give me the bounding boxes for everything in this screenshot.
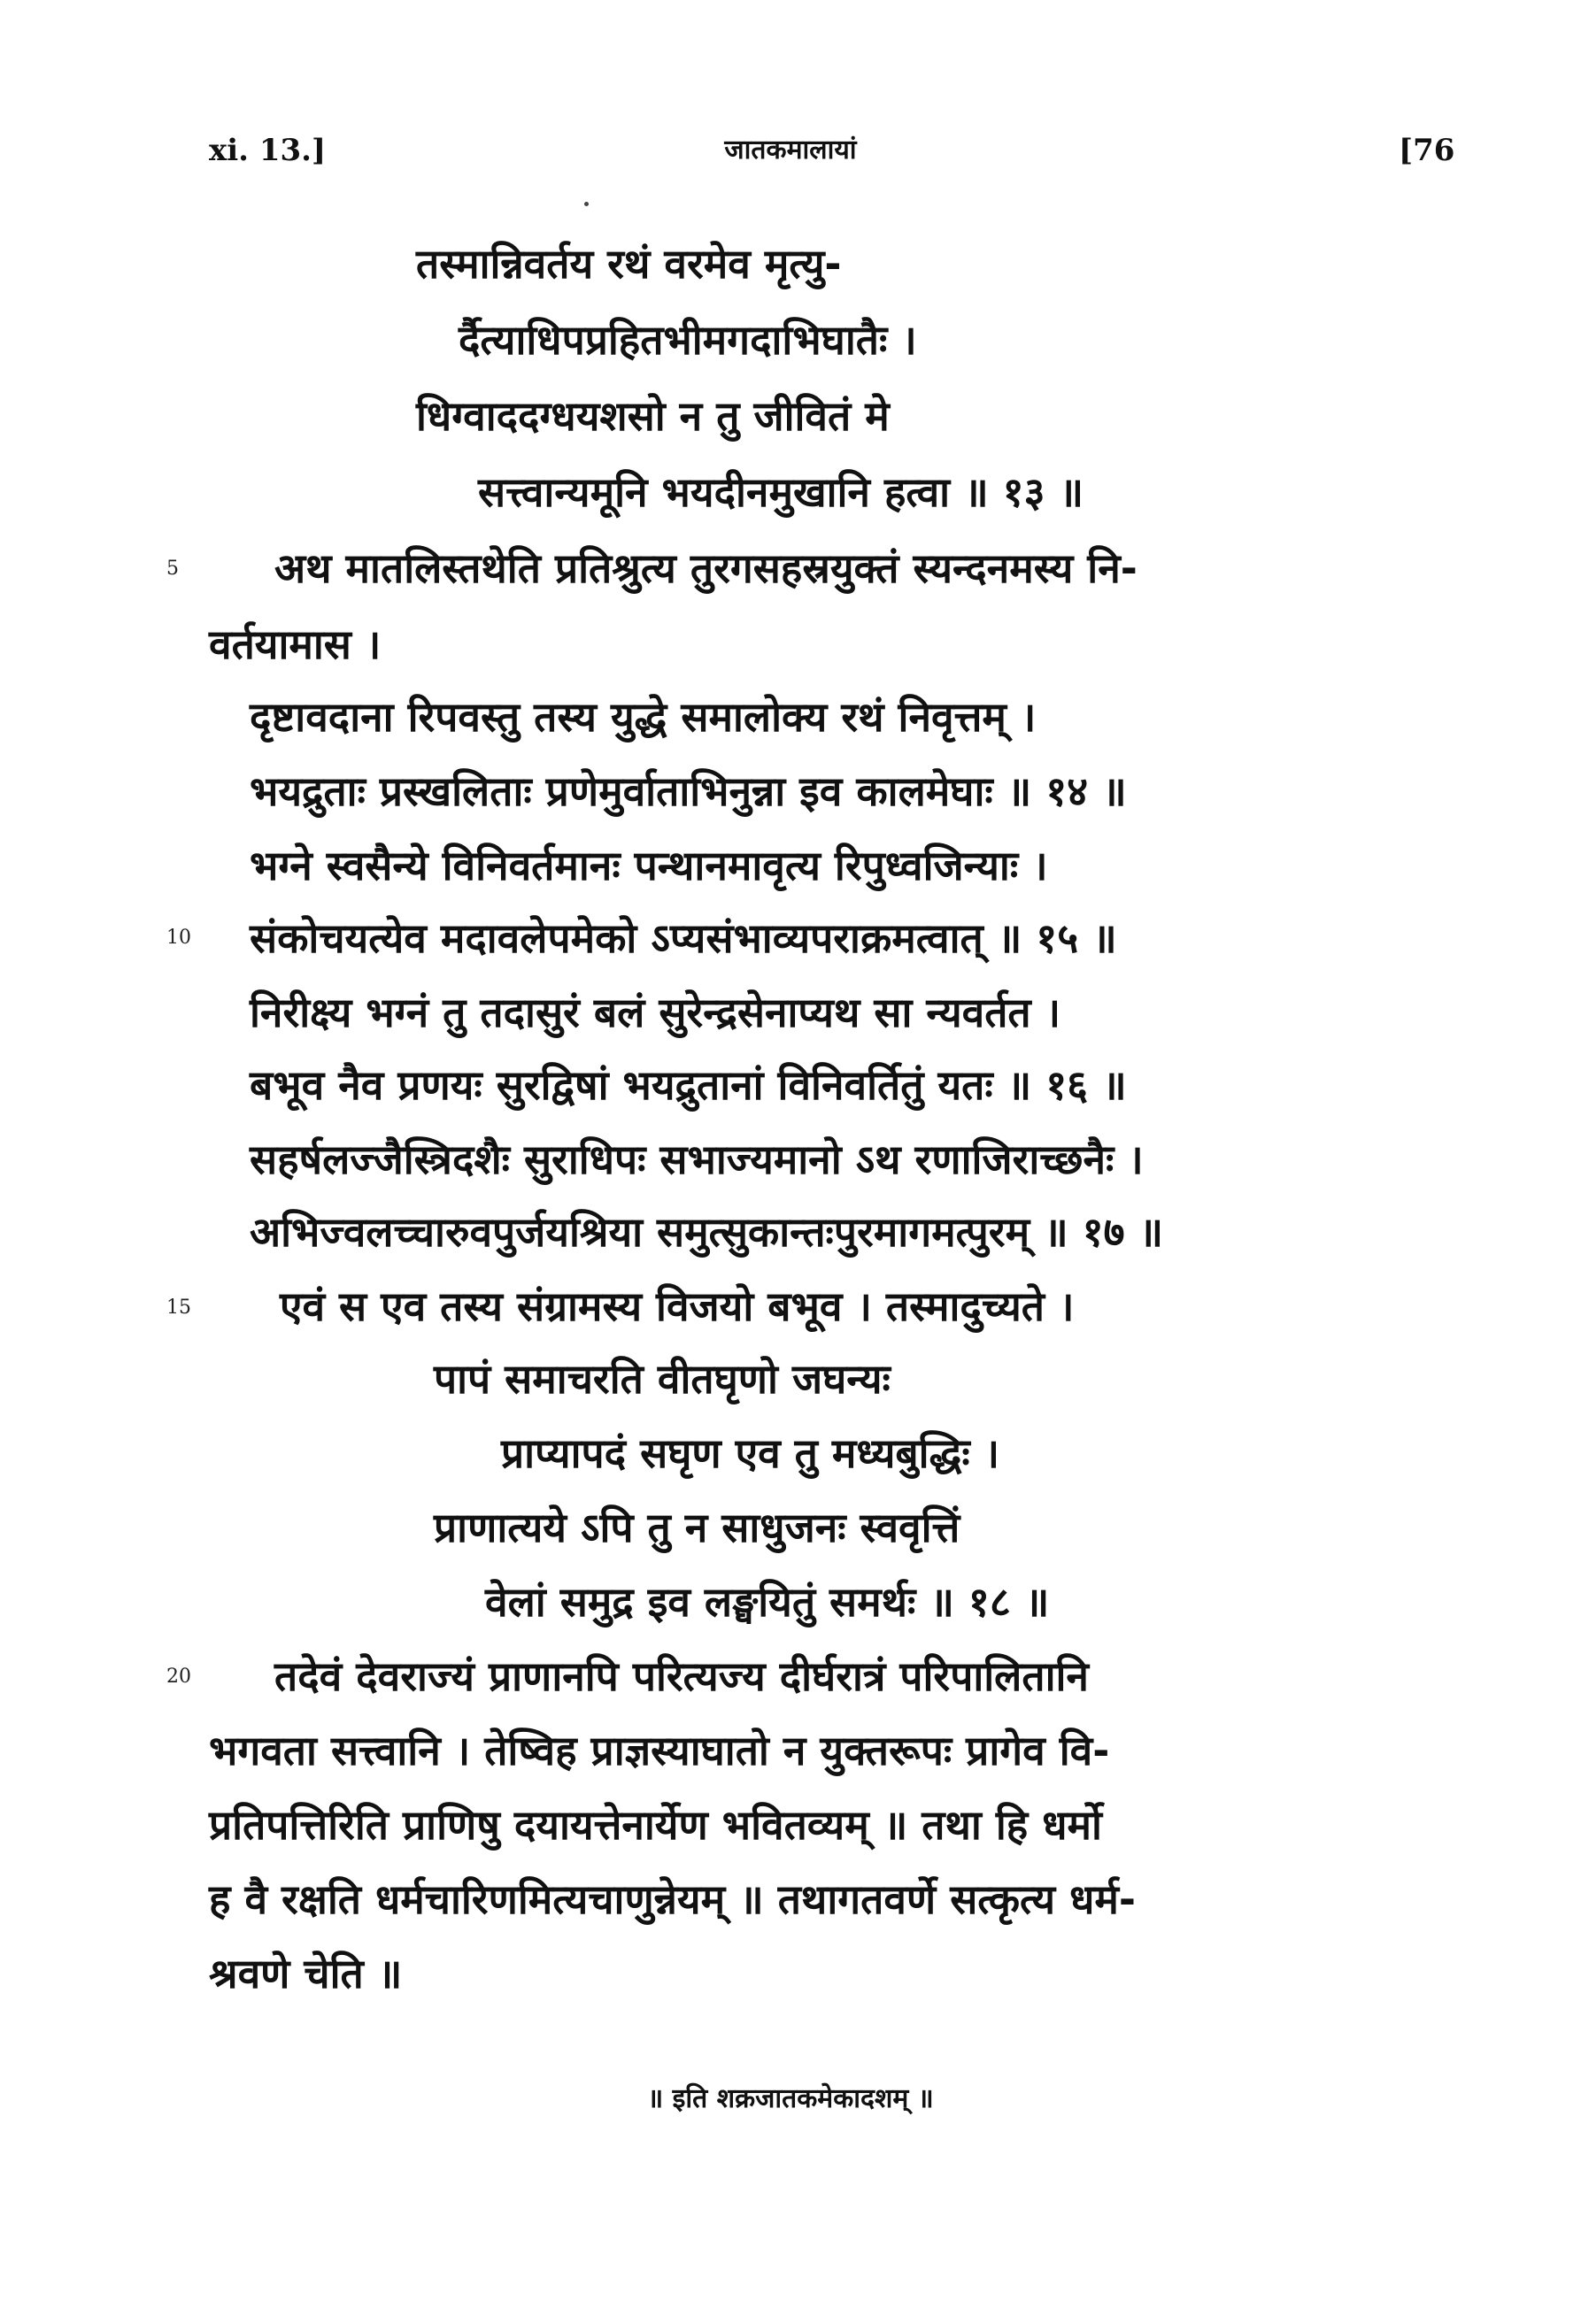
verse-16-line-1: निरीक्ष्य भग्नं तु तदासुरं बलं सुरेन्द्रसेनाप्यथ सा न्यवर्तत ।: [250, 989, 1061, 1036]
prose-line-23: ह वै रक्षति धर्मचारिणमित्यचाणुन्नेयम् ॥ तथागतवर्णे सत्कृत्य धर्म-: [209, 1875, 1136, 1923]
verse-17-line-2: अभिज्वलच्चारुवपुर्जयश्रिया समुत्सुकान्तःपुरमागमत्पुरम् ॥ १७ ॥: [250, 1208, 1164, 1256]
verse-14-line-2: भयद्रुताः प्रस्खलिताः प्रणेमुर्वाताभिनुन्ना इव कालमेघाः ॥ १४ ॥: [250, 767, 1127, 815]
verse-13-line-3: धिग्वाददग्धयशसो न तु जीवितं मे: [416, 392, 890, 440]
line-number-5: 5: [166, 558, 179, 580]
line-number-15: 15: [166, 1297, 191, 1319]
verse-18-line-4: वेलां समुद्र इव लङ्घयितुं समर्थः ॥ १८ ॥: [485, 1578, 1050, 1626]
speck-mark: [584, 202, 589, 206]
verse-16-line-2: बभूव नैव प्रणयः सुरद्विषां भयद्रुतानां विनिवर्तितुं यतः ॥ १६ ॥: [250, 1061, 1127, 1109]
prose-line-20: तदेवं देवराज्यं प्राणानपि परित्यज्य दीर्घरात्रं परिपालितानि: [274, 1652, 1089, 1700]
verse-14-line-1: दृष्टावदाना रिपवस्तु तस्य युद्धे समालोक्य रथं निवृत्तम् ।: [250, 693, 1037, 741]
verse-13-line-1: तस्मान्निवर्तय रथं वरमेव मृत्यु-: [416, 240, 842, 288]
verse-18-line-2: प्राप्यापदं सघृण एव तु मध्यबुद्धिः ।: [501, 1429, 1000, 1477]
verse-15-line-1: भग्ने स्वसैन्ये विनिवर्तमानः पन्थानमावृत्य रिपुध्वजिन्याः ।: [250, 842, 1048, 889]
prose-line-24: श्रवणे चेति ॥: [209, 1950, 403, 1997]
verse-18-line-1: पापं समाचरति वीतघृणो जघन्यः: [434, 1355, 891, 1403]
running-header-title: जातकमालायां: [724, 135, 857, 165]
verse-13-line-4: सत्त्वान्यमूनि भयदीनमुखानि हत्वा ॥ १३ ॥: [478, 468, 1084, 516]
page-number: [76: [1399, 133, 1455, 168]
prose-line-6: वर्तयामास ।: [209, 620, 382, 668]
prose-line-15: एवं स एव तस्य संग्रामस्य विजयो बभूव । तस्मादुच्यते ।: [280, 1282, 1075, 1330]
prose-line-22: प्रतिपत्तिरिति प्राणिषु दयायत्तेनार्येण भवितव्यम् ॥ तथा हि धर्मो: [209, 1801, 1102, 1849]
verse-18-line-3: प्राणात्यये ऽपि तु न साधुजनः स्ववृत्तिं: [434, 1504, 960, 1551]
prose-line-5: अथ मातलिस्तथेति प्रतिश्रुत्य तुरगसहस्रयुक्तं स्यन्दनमस्य नि-: [274, 544, 1138, 592]
prose-line-21: भगवता सत्त्वानि । तेष्विह प्राज्ञस्याघातो न युक्तरूपः प्रागेव वि-: [209, 1727, 1110, 1774]
chapter-colophon: ॥ इति शक्रजातकमेकादशम् ॥: [647, 2083, 934, 2114]
running-header-reference: xi. 13.]: [209, 133, 327, 168]
line-number-20: 20: [166, 1666, 191, 1688]
verse-15-line-2: संकोचयत्येव मदावलेपमेको ऽप्यसंभाव्यपराक्रमत्वात् ॥ १५ ॥: [250, 914, 1117, 962]
verse-17-line-1: सहर्षलज्जैस्त्रिदशैः सुराधिपः सभाज्यमानो ऽथ रणाजिराच्छनैः ।: [250, 1135, 1144, 1183]
line-number-10: 10: [166, 927, 191, 949]
verse-13-line-2: र्दैत्याधिपप्रहितभीमगदाभिघातैः ।: [459, 316, 917, 364]
